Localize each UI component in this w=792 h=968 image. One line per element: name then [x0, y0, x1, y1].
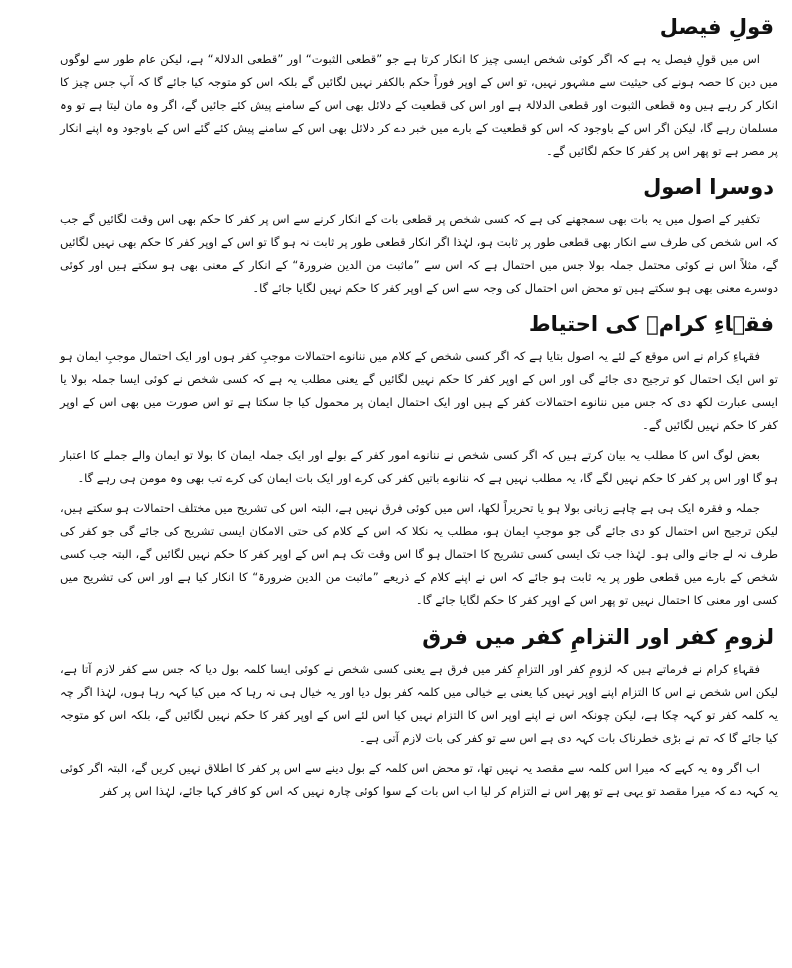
paragraph: فقہاءِ کرام نے اس موقع کے لئے یہ اصول بتایا ہے کہ اگر کسی شخص کے کلام میں ننانوے احتمالات موجبِ کفر ہوں اور ایک احتمال موجبِ ایمان ہو تو اس ایک احتمال کو ترجیح دی جائے گی اور اس کے اوپر کفر کا حکم نہیں لگائیں گے یعنی مطلب یہ ہے کہ کسی شخص نے کوئی ایسا جملہ بولا یا ایسی عبارت لکھ دی کہ جس میں ننانوے احتمالات کفر کے ہیں اور ایک احتمال ایمان پر محمول کیا جا سکتا ہے تو اس صورت میں بھی اس کے اوپر کفر کا حکم نہیں لگائیں گے۔ [60, 349, 778, 432]
section-doosra-usool [60, 170, 778, 300]
paragraph: جملہ و فقرہ ایک ہی ہے چاہے زبانی بولا ہو یا تحریراً لکھا، اس میں کوئی فرق نہیں ہے، البتہ اس کی تشریح میں مختلف احتمالات ہو سکتے ہیں، لیکن ترجیح اس احتمال کو دی جائے گی جو موجبِ ایمان ہو، مطلب یہ نکلا کہ اس کے کلام کی حتی الامکان ایسی تشریح کی جائے گی جو کفر کی طرف نہ لے جانے والی ہو۔ لہٰذا جب تک ایسی کسی تشریح کا احتمال ہو گا اس وقت تک ہم اس کے اوپر کفر کا حکم نہیں لگائیں گے، البتہ جب کسی شخص کے بارے میں قطعی طور پر یہ ثابت ہو جائے کہ اس نے اپنے کلام کے ذریعے ”ماثبت من الدین ضرورۃ“ کا انکار کیا ہے اور اس کی تشریح میں کسی اور معنی کا احتمال نہیں تو پھر اس کے اوپر کفر کا حکم لگایا جائے گا۔ [60, 501, 778, 607]
section-luzoom-o-iltizam [60, 620, 778, 803]
section-heading: قولِ فیصل [659, 15, 774, 39]
paragraph: اس میں قولِ فیصل یہ ہے کہ اگر کوئی شخص ایسی چیز کا انکار کرتا ہے جو ”قطعی الثبوت“ اور ”قطعی الدلالۃ“ ہے، لیکن عام طور سے لوگوں میں دین کا حصہ ہونے کی حیثیت سے مشہور نہیں، تو اس کے اوپر فوراً حکم بالکفر نہیں لگائیں گے بلکہ اس کو متوجہ کیا جائے گا کہ آپ جس چیز کا انکار کر رہے ہیں وہ قطعی الثبوت اور قطعی الدلالۃ ہے اور اس کی قطعیت کے دلائل بھی اس کے سامنے پیش کئے جائیں گے، اگر وہ مان لیتا ہے تو وہ مسلمان رہے گا، لیکن اگر اس کے باوجود کہ اس کو قطعیت کے بارے میں خبر دے کر دلائل بھی اس کے سامنے پیش کئے گئے اس کے باوجود وہ اپنے انکار پر مصر ہے تو پھر اس پر کفر کا حکم لگائیں گے۔ [60, 52, 778, 158]
section-fuqaha-ki-ehtiyat [60, 307, 778, 612]
document-page [60, 10, 778, 810]
paragraph: اب اگر وہ یہ کہے کہ میرا اس کلمہ سے مقصد یہ نہیں تھا، تو محض اس کلمہ کے بول دینے سے اس پر کفر کا اطلاق نہیں کریں گے، البتہ اگر کوئی یہ کہہ دے کہ میرا مقصد تو یہی ہے تو پھر اس نے التزام کر لیا اب اس بات کے سوا کوئی چارہ نہیں کہ اس کو کافر کہا جائے، لہٰذا اس پر کفر [60, 761, 778, 798]
paragraph: تکفیر کے اصول میں یہ بات بھی سمجھنے کی ہے کہ کسی شخص پر قطعی بات کے انکار کرنے سے اس پر کفر کا حکم بھی اس وقت لگائیں گے جب کہ اس شخص کی طرف سے انکار بھی قطعی طور پر ثابت ہو، لہٰذا اگر انکار قطعی طور پر ثابت نہ ہو گا تو اس کے اوپر کفر کا حکم بھی نہیں لگائیں گے، مثلاً اس نے کوئی محتمل جملہ بولا جس میں احتمال ہے کہ اس سے ”ماثبت من الدین ضرورۃ“ کے انکار کے معنی بھی ہو سکتے ہیں اور کوئی دوسرے معنی بھی ہو سکتے ہیں تو محض اس احتمال کی وجہ سے اس کے اوپر کفر کا حکم نہیں لگایا جائے گا۔ [60, 212, 778, 295]
section-heading: دوسرا اصول [643, 175, 774, 199]
section-heading: لزومِ کفر اور التزامِ کفر میں فرق [422, 625, 774, 649]
paragraph: فقہاءِ کرام نے فرماتے ہیں کہ لزومِ کفر اور التزامِ کفر میں فرق ہے یعنی کسی شخص نے کوئی ایسا کلمہ بول دیا کہ جس سے کفر لازم آتا ہے، لیکن اس شخص نے اس کا التزام اپنے اوپر نہیں کیا یعنی بے خیالی میں کلمہ کفر بول دیا اور یہ خیال ہی نہ رہا کہ میں کیا کہہ رہا ہوں، لہٰذا اگر چہ یہ کلمہ کفر تو کہہ چکا ہے، لیکن چونکہ اس نے اپنے اوپر اس کا التزام نہیں کیا اس لئے اس کے اوپر کفر کا حکم نہیں لگائیں گے، بلکہ اس کو متوجہ کیا جائے گا کہ تم نے بڑی خطرناک بات کہہ دی ہے اس سے تو کفر کی بات لازم آتی ہے۔ [60, 662, 778, 745]
section-heading: فقہاءِ کرامؒ کی احتیاط [528, 312, 774, 336]
section-qaul-e-faisal [60, 10, 778, 163]
paragraph: بعض لوگ اس کا مطلب یہ بیان کرتے ہیں کہ اگر کسی شخص نے ننانوے امور کفر کے بولے اور ایک جملہ ایمان کا بولا تو ایمان والے جملے کا اعتبار ہو گا اور اس پر کفر کا حکم نہیں لگے گا، یہ مطلب نہیں ہے کہ ننانوے باتیں کفر کی کرے اور ایک بات ایمان کی کرے تب بھی وہ مومن ہی رہے گا۔ [60, 448, 778, 485]
